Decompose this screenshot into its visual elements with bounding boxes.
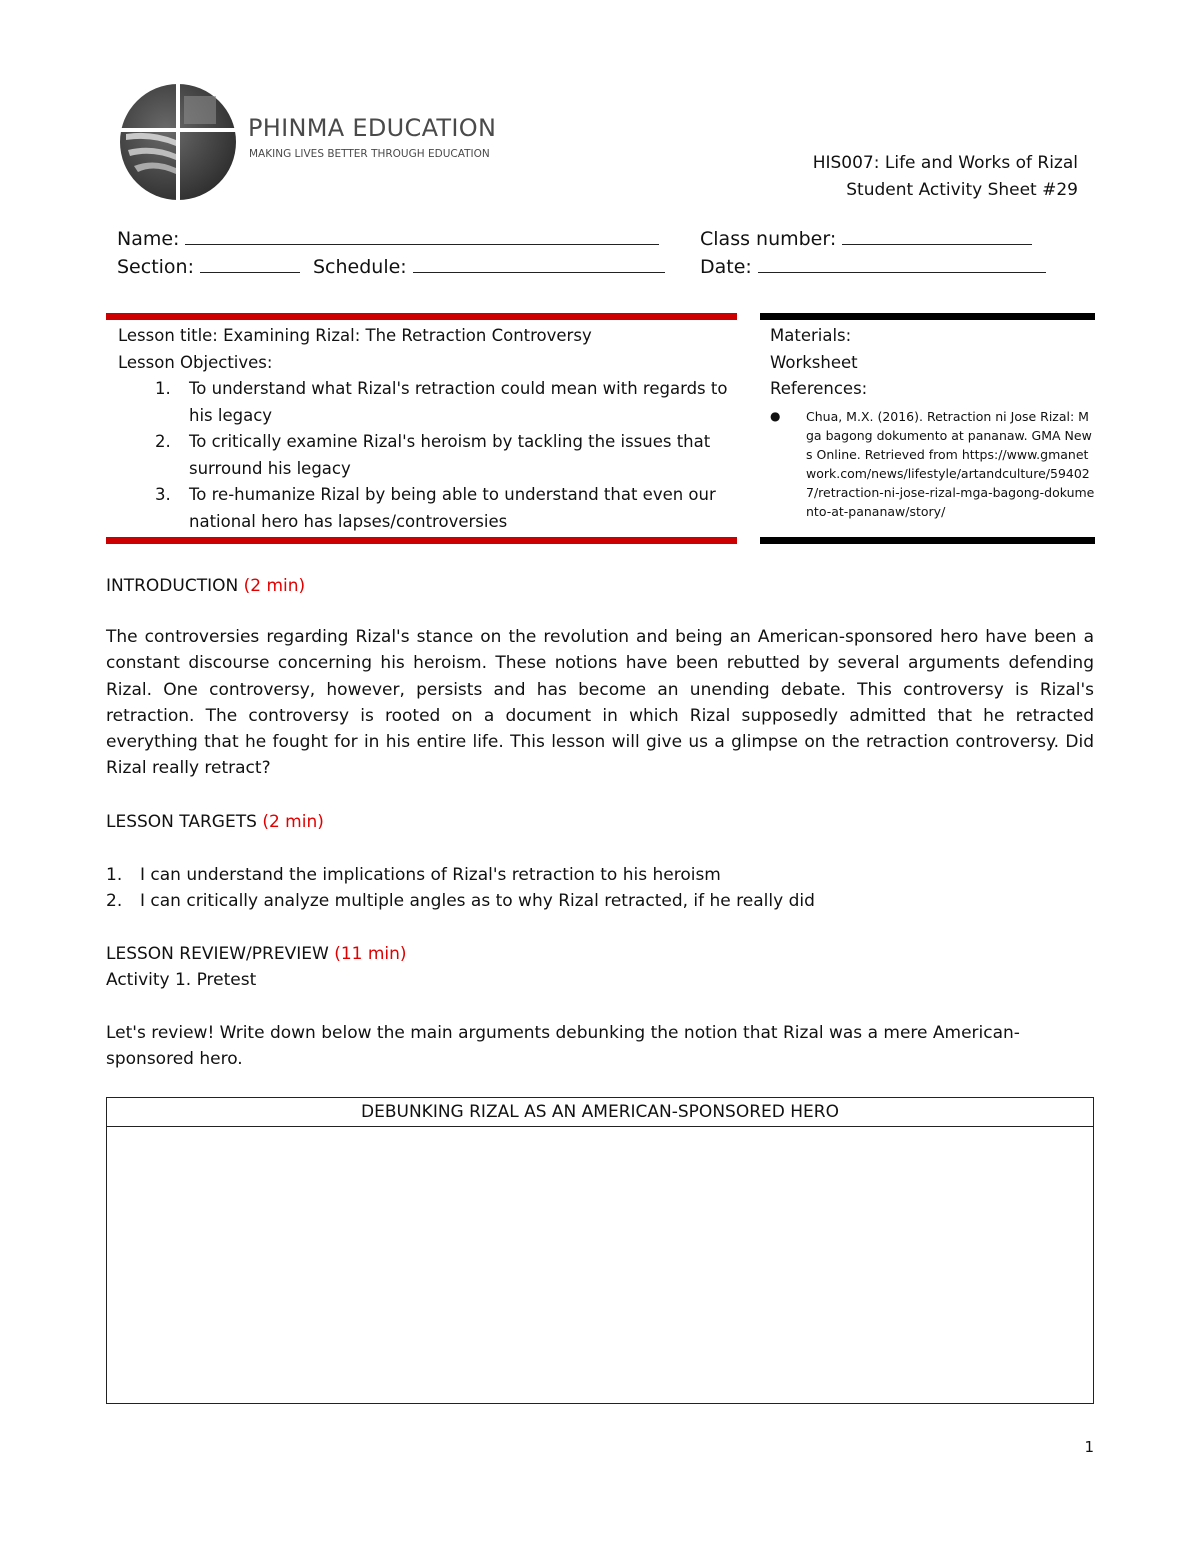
section-field[interactable] bbox=[117, 256, 300, 278]
target-number: 1. bbox=[106, 865, 123, 885]
materials-label: Materials: bbox=[770, 326, 852, 345]
references-label: References: bbox=[770, 379, 868, 398]
reference-text: Chua, M.X. (2016). Retraction ni Jose Rizal: Mga bagong dokumento at pananaw. GMA News Online. Retrieved from https://www.gmanetwork.com/news/lifestyle/artandculture/594027/retraction-ni-jose-rizal-mga-bagong-dokumento-at-pananaw/story/ bbox=[806, 408, 1095, 519]
objective-item bbox=[118, 429, 730, 482]
materials-value: Worksheet bbox=[770, 352, 858, 372]
objective-text: To re-humanize Rizal by being able to understand that even our national hero has lapses/controversies bbox=[189, 485, 716, 531]
class-number-field[interactable] bbox=[700, 228, 1032, 250]
lesson-bottom-bar bbox=[106, 537, 737, 544]
course-title: HIS007: Life and Works of Rizal bbox=[812, 153, 1078, 173]
introduction-paragraph: The controversies regarding Rizal's stance on the revolution and being an American-sponsored hero have been a constant discourse concerning his heroism. These notions have been rebutted by several arguments defending Rizal. One controversy, however, persists and has become an unending debate. This controversy is Rizal's retraction. The controversy is rooted on a document in which Rizal supposedly admitted that he retracted everything that he fought for in his entire life. This lesson will give us a glimpse on the retraction controversy. Did Rizal really retract? bbox=[106, 627, 1094, 779]
section-line[interactable] bbox=[200, 256, 300, 273]
bullet-icon: ● bbox=[770, 408, 781, 423]
brand-name: PHINMA EDUCATION bbox=[248, 114, 497, 142]
lesson-targets-heading-text: LESSON TARGETS bbox=[106, 812, 257, 832]
class-number-label: Class number: bbox=[700, 228, 837, 250]
introduction-heading bbox=[106, 573, 305, 599]
phinma-logo bbox=[118, 82, 508, 202]
activity-sheet-number: Student Activity Sheet #29 bbox=[846, 180, 1078, 200]
name-label: Name: bbox=[117, 228, 180, 250]
date-line[interactable] bbox=[758, 256, 1046, 273]
objective-text: To critically examine Rizal's heroism by tackling the issues that surround his legacy bbox=[189, 432, 711, 478]
lesson-review-heading-text: LESSON REVIEW/PREVIEW bbox=[106, 944, 329, 964]
lesson-targets-time: (2 min) bbox=[262, 812, 324, 832]
materials-box bbox=[770, 323, 1095, 521]
materials-bottom-bar bbox=[760, 537, 1095, 544]
lesson-box bbox=[118, 323, 730, 535]
objective-number: 3. bbox=[155, 485, 171, 504]
introduction-time: (2 min) bbox=[243, 576, 306, 596]
debunking-table-header: DEBUNKING RIZAL AS AN AMERICAN-SPONSORED HERO bbox=[107, 1098, 1093, 1127]
target-number: 2. bbox=[106, 891, 123, 911]
objective-number: 1. bbox=[155, 379, 171, 398]
materials-top-bar bbox=[760, 313, 1095, 320]
section-label: Section: bbox=[117, 256, 194, 278]
objectives-list bbox=[118, 376, 730, 535]
course-header bbox=[813, 150, 1078, 204]
date-field[interactable] bbox=[700, 256, 1046, 278]
name-field[interactable] bbox=[117, 228, 659, 250]
lesson-targets-list bbox=[106, 862, 1094, 914]
schedule-line[interactable] bbox=[413, 256, 665, 273]
lesson-targets-heading bbox=[106, 809, 324, 835]
introduction-heading-text: INTRODUCTION bbox=[106, 576, 239, 596]
lesson-top-bar bbox=[106, 313, 737, 320]
target-text: I can understand the implications of Rizal's retraction to his heroism bbox=[140, 865, 721, 885]
schedule-label: Schedule: bbox=[313, 256, 407, 278]
phinma-emblem-icon bbox=[118, 82, 238, 202]
target-item bbox=[106, 888, 1094, 914]
activity-label: Activity 1. Pretest bbox=[106, 970, 257, 990]
brand-tagline: MAKING LIVES BETTER THROUGH EDUCATION bbox=[249, 148, 490, 160]
review-instruction: Let's review! Write down below the main arguments debunking the notion that Rizal was a mere American-sponsored hero. bbox=[106, 1023, 1020, 1069]
objective-text: To understand what Rizal's retraction could mean with regards to his legacy bbox=[189, 379, 728, 425]
date-label: Date: bbox=[700, 256, 752, 278]
lesson-title: Lesson title: Examining Rizal: The Retraction Controversy bbox=[118, 326, 592, 345]
name-line[interactable] bbox=[185, 228, 659, 245]
objective-item bbox=[118, 376, 730, 429]
lesson-review-heading bbox=[106, 941, 407, 967]
reference-item bbox=[770, 407, 1095, 521]
objective-number: 2. bbox=[155, 432, 171, 451]
debunking-table bbox=[106, 1097, 1094, 1404]
objectives-label: Lesson Objectives: bbox=[118, 352, 273, 372]
class-number-line[interactable] bbox=[842, 228, 1032, 245]
objective-item bbox=[118, 482, 730, 535]
target-item bbox=[106, 862, 1094, 888]
lesson-review-time: (11 min) bbox=[334, 944, 407, 964]
page-number: 1 bbox=[1084, 1438, 1094, 1456]
target-text: I can critically analyze multiple angles as to why Rizal retracted, if he really did bbox=[140, 891, 815, 911]
schedule-field[interactable] bbox=[313, 256, 665, 278]
debunking-answer-area[interactable] bbox=[107, 1127, 1093, 1403]
